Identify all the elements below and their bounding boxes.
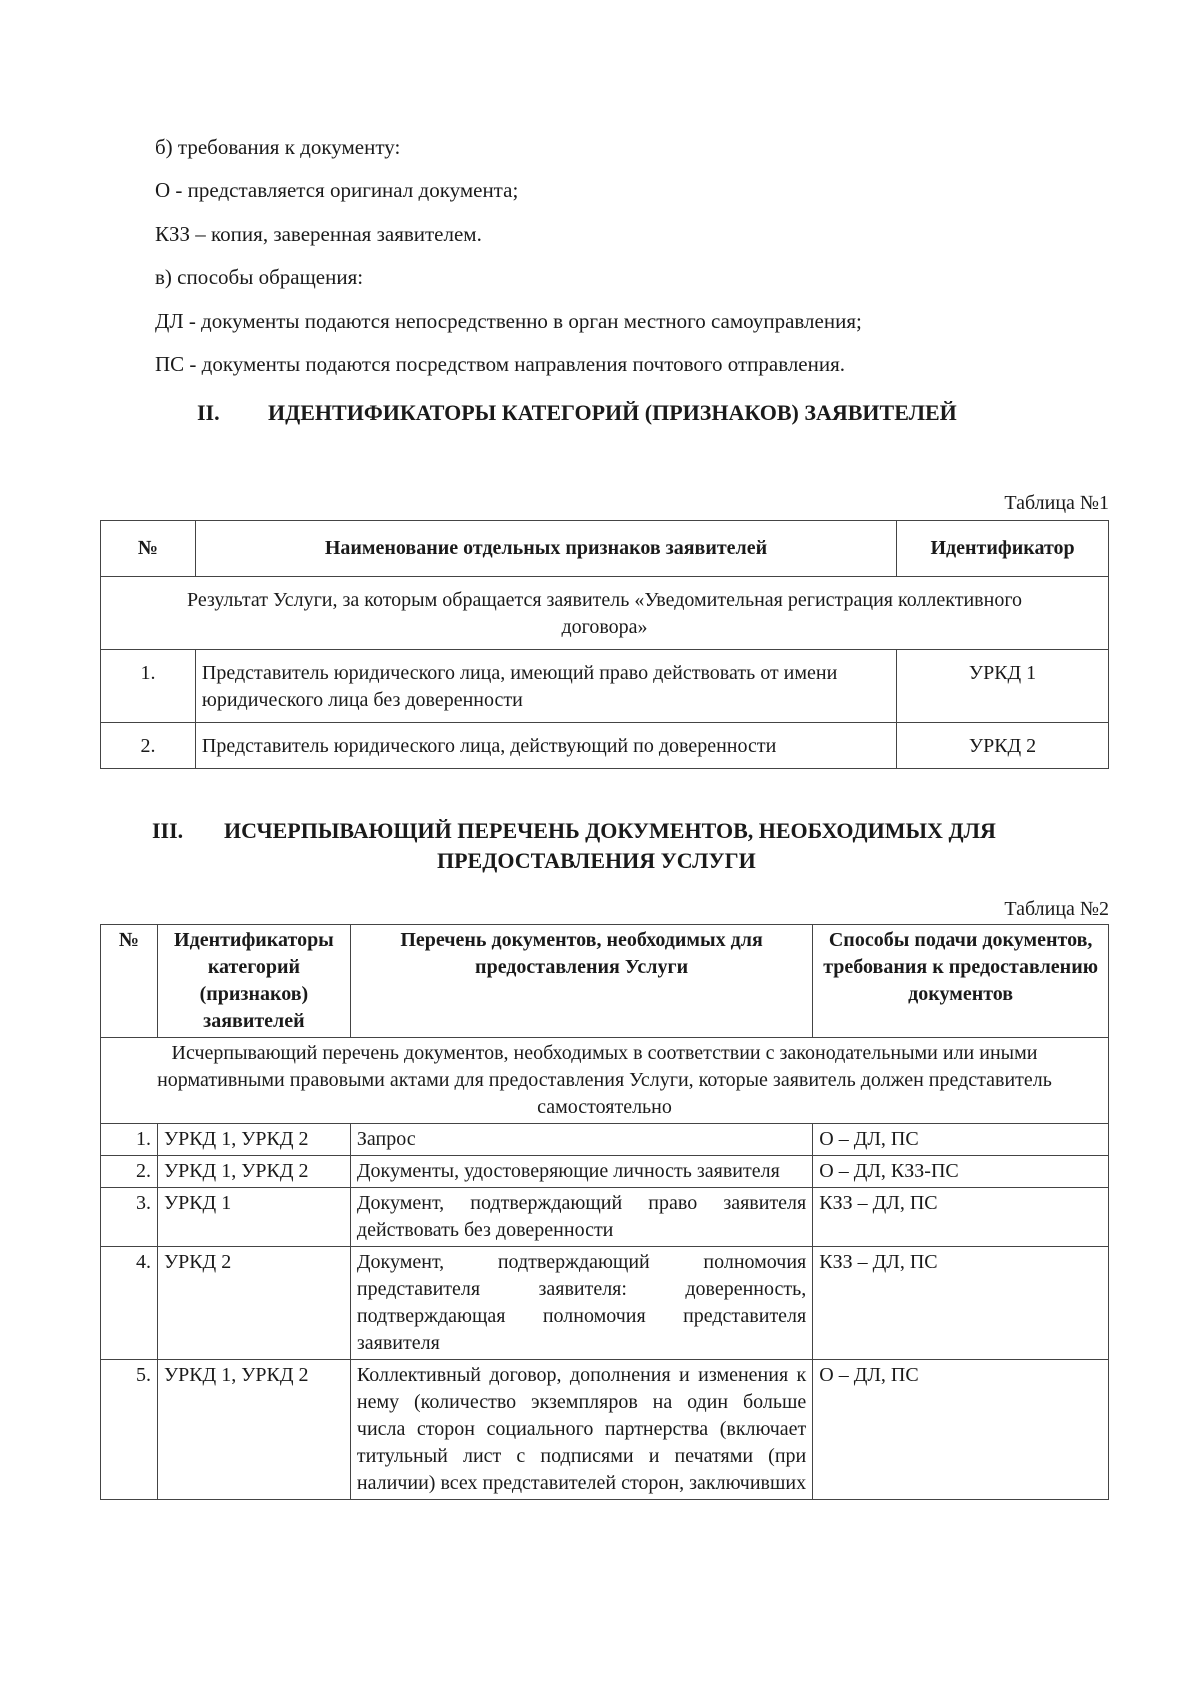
table-1-row-2-id: УРКД 2 — [897, 723, 1109, 769]
table-row — [101, 650, 1109, 723]
table-1-caption: Таблица №1 — [1004, 492, 1109, 514]
table-row — [101, 1124, 1109, 1156]
table-2-row-3-num: 3. — [101, 1188, 158, 1247]
table-1-header-id: Идентификатор — [897, 521, 1109, 577]
table-1-row-1-num: 1. — [101, 650, 196, 723]
table-2-row-2-method: О – ДЛ, КЗЗ-ПС — [813, 1156, 1109, 1188]
table-2-row-5-doc: Коллективный договор, дополнения и изменения к нему (количество экземпляров на один больше числа сторон социального партнерства (включает титульный лист с подписями и печатями (при наличии) всех представителей сторон, заключивших — [350, 1360, 812, 1500]
intro-line-methods: в) способы обращения: — [155, 265, 364, 289]
section-2-number: II. — [197, 400, 220, 425]
table-1-row-1-name: Представитель юридического лица, имеющий право действовать от имени юридического лица без доверенности — [195, 650, 896, 723]
table-2 — [100, 924, 1109, 1500]
table-row — [101, 723, 1109, 769]
table-1-header-num: № — [101, 521, 196, 577]
table-1-header-name: Наименование отдельных признаков заявителей — [195, 521, 896, 577]
intro-line-copy: КЗЗ – копия, заверенная заявителем. — [155, 222, 482, 246]
table-1-row-1-id: УРКД 1 — [897, 650, 1109, 723]
table-1-header-row — [101, 521, 1109, 577]
table-2-header-ids: Идентификаторы категорий (признаков) заявителей — [157, 925, 350, 1038]
table-2-group: Исчерпывающий перечень документов, необходимых в соответствии с законодательными или иными нормативными правовыми актами для предоставления Услуги, которые заявитель должен представитель самостоятельно — [101, 1038, 1109, 1124]
intro-line-dl: ДЛ - документы подаются непосредственно в орган местного самоуправления; — [155, 309, 862, 333]
table-2-row-4-num: 4. — [101, 1247, 158, 1360]
table-1 — [100, 520, 1109, 769]
table-2-row-5-ids: УРКД 1, УРКД 2 — [157, 1360, 350, 1500]
table-2-row-3-method: КЗЗ – ДЛ, ПС — [813, 1188, 1109, 1247]
table-1-group: Результат Услуги, за которым обращается заявитель «Уведомительная регистрация коллективного договора» — [101, 577, 1109, 650]
table-row — [101, 1247, 1109, 1360]
section-3-title-line-2: ПРЕДОСТАВЛЕНИЯ УСЛУГИ — [437, 848, 756, 873]
table-2-row-3-doc: Документ, подтверждающий право заявителя действовать без доверенности — [350, 1188, 812, 1247]
table-row — [101, 1188, 1109, 1247]
table-2-row-2-num: 2. — [101, 1156, 158, 1188]
section-3-number: III. — [152, 818, 184, 843]
table-2-row-1-num: 1. — [101, 1124, 158, 1156]
table-2-row-3-ids: УРКД 1 — [157, 1188, 350, 1247]
table-2-group-row — [101, 1038, 1109, 1124]
table-1-row-2-num: 2. — [101, 723, 196, 769]
intro-line-requirements: б) требования к документу: — [155, 135, 401, 159]
table-2-row-2-doc: Документы, удостоверяющие личность заявителя — [350, 1156, 812, 1188]
table-2-row-1-doc: Запрос — [350, 1124, 812, 1156]
table-2-header-docs: Перечень документов, необходимых для предоставления Услуги — [350, 925, 812, 1038]
intro-line-original: О - представляется оригинал документа; — [155, 178, 519, 202]
table-2-row-1-ids: УРКД 1, УРКД 2 — [157, 1124, 350, 1156]
section-3-title-line-1: ИСЧЕРПЫВАЮЩИЙ ПЕРЕЧЕНЬ ДОКУМЕНТОВ, НЕОБХОДИМЫХ ДЛЯ — [224, 818, 996, 843]
table-1-row-2-name: Представитель юридического лица, действующий по доверенности — [195, 723, 896, 769]
table-row — [101, 1360, 1109, 1500]
table-2-row-4-doc: Документ, подтверждающий полномочия представителя заявителя: доверенность, подтверждающая полномочия представителя заявителя — [350, 1247, 812, 1360]
table-1-group-row — [101, 577, 1109, 650]
table-2-row-5-num: 5. — [101, 1360, 158, 1500]
section-2-title: ИДЕНТИФИКАТОРЫ КАТЕГОРИЙ (ПРИЗНАКОВ) ЗАЯВИТЕЛЕЙ — [268, 400, 957, 425]
table-2-header-num: № — [101, 925, 158, 1038]
table-2-row-4-method: КЗЗ – ДЛ, ПС — [813, 1247, 1109, 1360]
table-2-header-row — [101, 925, 1109, 1038]
table-2-row-4-ids: УРКД 2 — [157, 1247, 350, 1360]
table-2-header-methods: Способы подачи документов, требования к предоставлению документов — [813, 925, 1109, 1038]
table-2-row-5-method: О – ДЛ, ПС — [813, 1360, 1109, 1500]
table-row — [101, 1156, 1109, 1188]
intro-line-ps: ПС - документы подаются посредством направления почтового отправления. — [155, 352, 846, 376]
table-2-caption: Таблица №2 — [1004, 898, 1109, 920]
table-2-row-2-ids: УРКД 1, УРКД 2 — [157, 1156, 350, 1188]
table-2-row-1-method: О – ДЛ, ПС — [813, 1124, 1109, 1156]
